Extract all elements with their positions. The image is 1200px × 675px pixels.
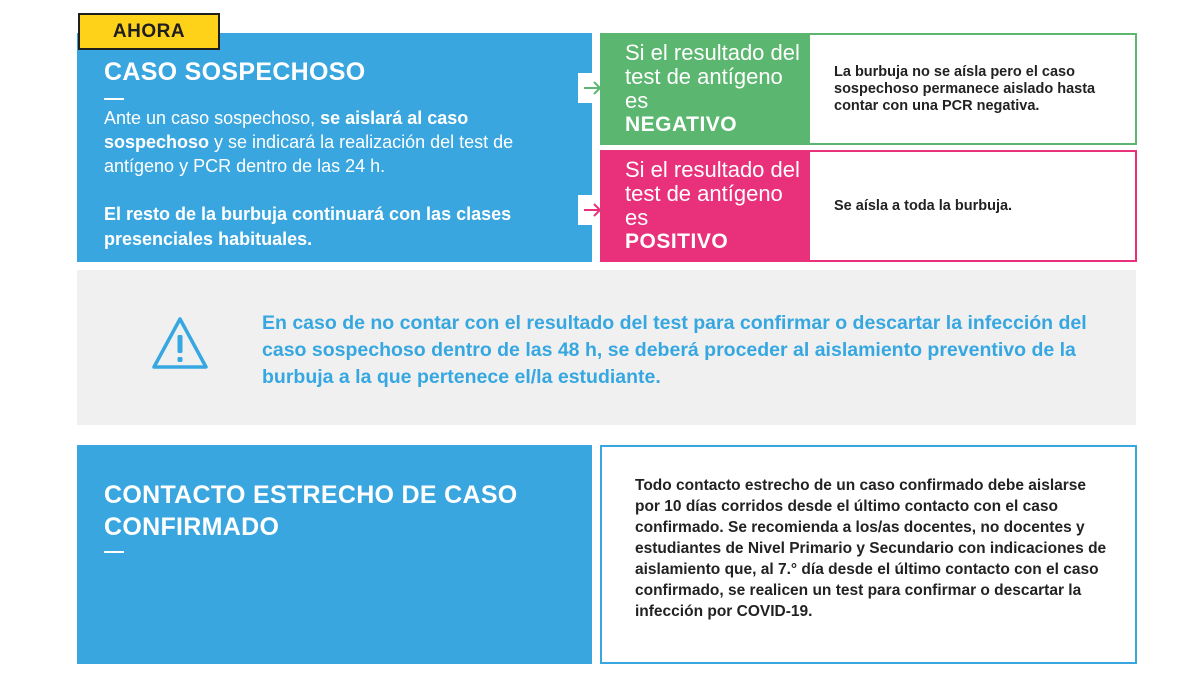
warning-text: En caso de no contar con el resultado del test para confirmar o descartar la infección del caso sospechoso dentro de las 48 h, se deberá proceder al aislamiento preventivo de la burbuja a la que pertenece el/la estudiante. xyxy=(262,312,1087,388)
now-badge: AHORA xyxy=(78,13,220,50)
suspect-case-title: CASO SOSPECHOSO xyxy=(104,58,366,86)
suspect-text-bold: se aislará al caso sospechoso xyxy=(104,108,469,152)
title-divider xyxy=(104,551,124,553)
suspect-text-part1: Ante un caso sospechoso, xyxy=(104,108,321,128)
negative-result-card xyxy=(600,33,810,145)
negative-result-description xyxy=(808,33,1137,145)
positive-result-label: Si el resultado del test de antígeno es xyxy=(625,157,800,230)
positive-result-description xyxy=(808,150,1137,262)
close-contact-card xyxy=(77,445,592,664)
negative-description-text: La burbuja no se aísla pero el caso sospechoso permanece aislado hasta contar con una PCR negativa. xyxy=(834,63,1096,114)
negative-result-value: NEGATIVO xyxy=(625,113,738,136)
suspect-text-part2: y se indicará la realización del test de antígeno y PCR dentro de las 24 h. xyxy=(104,132,514,176)
positive-description-text: Se aísla a toda la burbuja. xyxy=(834,197,1013,214)
positive-result-value: POSITIVO xyxy=(625,230,729,253)
suspect-case-text xyxy=(104,106,574,178)
positive-result-card xyxy=(600,150,810,262)
negative-result-label: Si el resultado del test de antígeno es xyxy=(625,40,800,113)
warning-triangle-icon xyxy=(150,313,210,373)
title-divider xyxy=(104,98,124,100)
close-contact-text: Todo contacto estrecho de un caso confirmado debe aislarse por 10 días corridos desde el último contacto con el caso confirmado. Se recomienda a los/as docentes, no docentes y estudiantes de Nivel Primario y Secundario con indicaciones de aislamiento que, al 7.° día desde el último contacto con el caso confirmado, se realicen un test para confirmar o descartar la infección por COVID-19. xyxy=(635,477,1107,620)
close-contact-description xyxy=(600,445,1137,664)
close-contact-title: CONTACTO ESTRECHO DE CASO CONFIRMADO xyxy=(104,481,518,541)
bubble-continues-text: El resto de la burbuja continuará con las clases presenciales habituales. xyxy=(104,204,512,249)
